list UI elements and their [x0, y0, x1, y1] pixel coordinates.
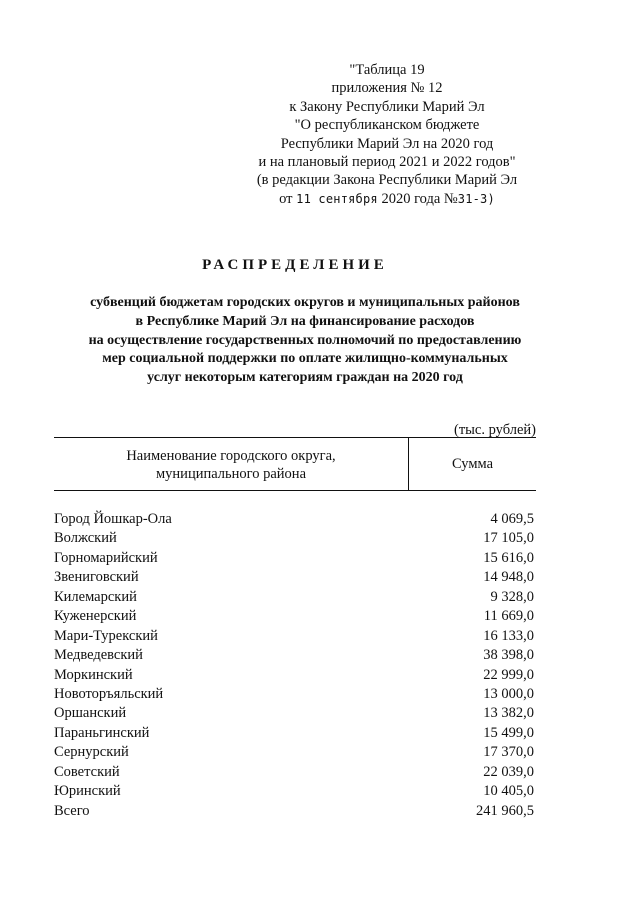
subtitle-line: в Республике Марий Эл на финансирование расходов — [135, 313, 475, 329]
document-title: РАСПРЕДЕЛЕНИЕ — [202, 257, 388, 273]
column-header-name-line: муниципального района — [156, 466, 306, 482]
table-row — [54, 568, 534, 587]
column-header-name — [54, 447, 408, 483]
header-line: (в редакции Закона Республики Марий Эл — [256, 172, 518, 189]
row-name: Параньгинский — [54, 724, 150, 741]
header-line: к Закону Республики Марий Эл — [289, 98, 485, 115]
header-line: "О республиканском бюджете — [294, 117, 480, 134]
row-name: Килемарский — [54, 588, 137, 605]
table-header-bottom-rule — [54, 490, 536, 491]
table-row — [54, 549, 534, 568]
row-value: 13 000,0 — [483, 685, 534, 702]
header-line: "Таблица 19 — [349, 62, 425, 78]
row-value: 13 382,0 — [483, 705, 534, 722]
table-row — [54, 685, 534, 704]
row-name: Всего — [54, 802, 90, 819]
row-name: Советский — [54, 763, 120, 780]
table-row — [54, 782, 534, 801]
row-value: 11 669,0 — [483, 608, 534, 625]
table-row — [54, 666, 534, 685]
law-date-line — [230, 190, 544, 208]
table-row — [54, 724, 534, 743]
row-name: Юринский — [54, 783, 121, 800]
document-subtitle — [40, 294, 570, 388]
row-value: 17 105,0 — [483, 530, 534, 547]
subtitle-line: мер социальной поддержки по оплате жилищно-коммунальных — [102, 351, 508, 367]
row-value: 17 370,0 — [483, 744, 534, 761]
handwritten-law-number: 31-З) — [457, 191, 495, 206]
subtitle-line: услуг некоторым категориям граждан на 2020 год — [147, 370, 463, 386]
header-line: приложения № 12 — [331, 80, 443, 97]
row-name: Новоторъяльский — [54, 685, 164, 702]
row-name: Мари-Турекский — [54, 627, 158, 644]
table-row — [54, 763, 534, 782]
handwritten-date: 11 сентября — [296, 191, 378, 206]
law-reference-header — [230, 61, 544, 208]
row-value: 16 133,0 — [483, 627, 534, 644]
row-name: Моркинский — [54, 666, 133, 683]
row-name: Горномарийский — [54, 549, 158, 566]
table-top-rule — [54, 437, 536, 438]
table-row — [54, 588, 534, 607]
row-value: 10 405,0 — [483, 783, 534, 800]
table-body — [54, 510, 534, 821]
header-line: и на плановый период 2021 и 2022 годов" — [258, 154, 516, 171]
row-name: Звениговский — [54, 569, 139, 586]
row-value: 9 328,0 — [490, 588, 534, 605]
header-line: Республики Марий Эл на 2020 год — [280, 135, 494, 152]
row-name: Оршанский — [54, 705, 127, 722]
subtitle-line: на осуществление государственных полномочий по предоставлению — [88, 332, 522, 348]
table-total-row — [54, 802, 534, 821]
table-row — [54, 704, 534, 723]
table-row — [54, 646, 534, 665]
row-value: 38 398,0 — [483, 647, 534, 664]
subtitle-line: субвенций бюджетам городских округов и муниципальных районов — [90, 295, 520, 310]
row-name: Куженерский — [54, 608, 137, 625]
table-row — [54, 743, 534, 762]
row-value: 4 069,5 — [490, 511, 534, 527]
row-value: 241 960,5 — [476, 802, 534, 819]
date-prefix: от — [279, 190, 293, 207]
units-label: (тыс. рублей) — [454, 422, 536, 438]
column-header-name-line: Наименование городского округа, — [126, 448, 336, 464]
row-value: 15 616,0 — [483, 549, 534, 566]
date-suffix: 2020 года № — [381, 190, 458, 207]
row-value: 14 948,0 — [483, 569, 534, 586]
row-name: Сернурский — [54, 744, 129, 761]
table-row — [54, 529, 534, 548]
table-row — [54, 510, 534, 529]
row-value: 22 999,0 — [483, 666, 534, 683]
row-name: Медведевский — [54, 647, 143, 664]
table-row — [54, 607, 534, 626]
table-row — [54, 627, 534, 646]
row-name: Город Йошкар-Ола — [54, 511, 172, 527]
row-name: Волжский — [54, 530, 117, 547]
row-value: 15 499,0 — [483, 724, 534, 741]
column-header-sum: Сумма — [451, 456, 494, 472]
row-value: 22 039,0 — [483, 763, 534, 780]
